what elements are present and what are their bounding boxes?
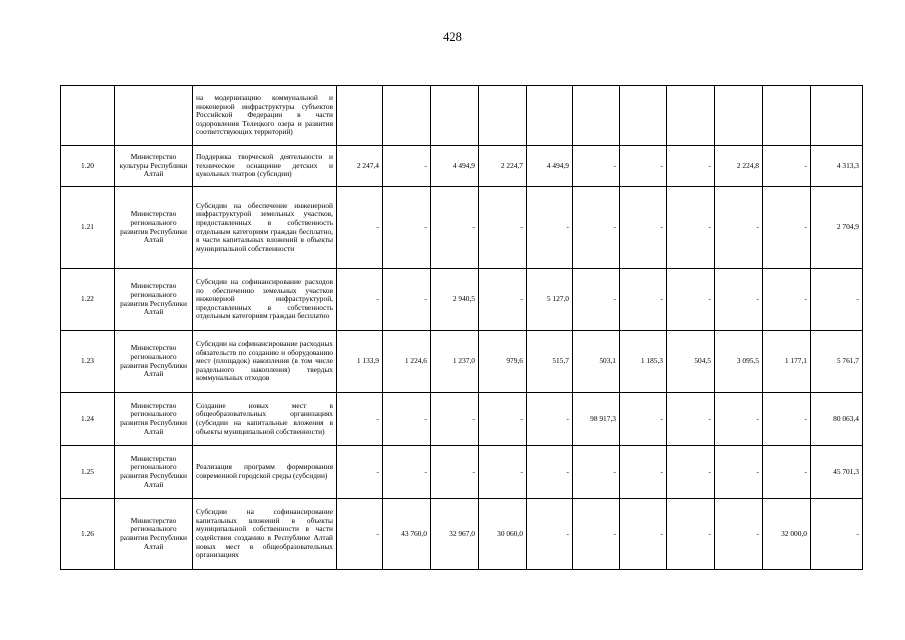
measure-description: Субсидии на обеспечение инженерной инфраструктурой земельных участков, предоставленных в собственность отдельным категориям граждан бесплатно, в части капитальных вложений в объекты муниципальной собственности: [193, 187, 337, 269]
value-cell: -: [527, 187, 573, 269]
value-cell: -: [527, 393, 573, 446]
value-cell: 30 060,0: [479, 499, 527, 570]
value-cell: -: [383, 393, 431, 446]
value-cell: -: [811, 499, 863, 570]
value-cell: -: [337, 269, 383, 331]
value-cell: 4 313,3: [811, 146, 863, 187]
measure-description: Поддержка творческой деятельности и техническое оснащение детских и кукольных театров (субсидии): [193, 146, 337, 187]
value-cell: 979,6: [479, 331, 527, 393]
row-number: 1.23: [61, 331, 115, 393]
value-cell: 2 247,4: [337, 146, 383, 187]
value-cell: -: [383, 187, 431, 269]
measure-description: Субсидии на софинансирование расходов по обеспечению земельных участков инженерной инфраструктурой, предоставленных в собственность отдельным категориям граждан бесплатно: [193, 269, 337, 331]
value-cell: -: [479, 187, 527, 269]
value-cell: -: [383, 146, 431, 187]
value-cell: -: [337, 499, 383, 570]
value-cell: 2 224,7: [479, 146, 527, 187]
value-cell: [620, 86, 667, 146]
table-row: [61, 393, 863, 446]
value-cell: 1 185,3: [620, 331, 667, 393]
value-cell: -: [383, 269, 431, 331]
value-cell: [667, 86, 715, 146]
value-cell: -: [763, 269, 811, 331]
row-number: 1.26: [61, 499, 115, 570]
value-cell: -: [479, 269, 527, 331]
responsible-ministry: Министерство регионального развития Республики Алтай: [115, 393, 193, 446]
value-cell: 503,1: [573, 331, 620, 393]
value-cell: -: [763, 446, 811, 499]
value-cell: -: [383, 446, 431, 499]
row-number: 1.20: [61, 146, 115, 187]
value-cell: -: [763, 146, 811, 187]
value-cell: -: [620, 269, 667, 331]
value-cell: -: [715, 269, 763, 331]
value-cell: -: [667, 269, 715, 331]
value-cell: -: [527, 446, 573, 499]
row-number: [61, 86, 115, 146]
row-number: 1.22: [61, 269, 115, 331]
value-cell: [383, 86, 431, 146]
value-cell: 4 494,9: [527, 146, 573, 187]
page-number: 428: [443, 30, 462, 44]
value-cell: -: [573, 499, 620, 570]
table-body: [61, 86, 863, 570]
table-row: [61, 499, 863, 570]
value-cell: 3 095,5: [715, 331, 763, 393]
measure-description: Реализация программ формирования современной городской среды (субсидии): [193, 446, 337, 499]
value-cell: -: [620, 499, 667, 570]
responsible-ministry: [115, 86, 193, 146]
value-cell: -: [431, 393, 479, 446]
value-cell: -: [715, 446, 763, 499]
value-cell: [337, 86, 383, 146]
value-cell: 1 237,0: [431, 331, 479, 393]
value-cell: 515,7: [527, 331, 573, 393]
table-row: [61, 146, 863, 187]
value-cell: -: [573, 269, 620, 331]
value-cell: -: [667, 187, 715, 269]
row-number: 1.21: [61, 187, 115, 269]
value-cell: [811, 86, 863, 146]
value-cell: -: [431, 446, 479, 499]
value-cell: 2 940,5: [431, 269, 479, 331]
value-cell: -: [811, 269, 863, 331]
table-row: [61, 86, 863, 146]
table-row: [61, 331, 863, 393]
value-cell: -: [573, 146, 620, 187]
responsible-ministry: Министерство культуры Республики Алтай: [115, 146, 193, 187]
value-cell: [715, 86, 763, 146]
value-cell: 5 761,7: [811, 331, 863, 393]
value-cell: -: [337, 187, 383, 269]
measure-description: Создание новых мест в общеобразовательных организациях (субсидии на капитальные вложения в объекты муниципальной собственности): [193, 393, 337, 446]
responsible-ministry: Министерство регионального развития Республики Алтай: [115, 269, 193, 331]
value-cell: -: [667, 446, 715, 499]
value-cell: 1 177,1: [763, 331, 811, 393]
responsible-ministry: Министерство регионального развития Республики Алтай: [115, 187, 193, 269]
value-cell: -: [479, 393, 527, 446]
table-row: [61, 187, 863, 269]
value-cell: 2 224,8: [715, 146, 763, 187]
measure-description: на модернизацию коммунальной и инженерной инфраструктуры субъектов Российской Федерации в части оздоровления Телецкого озера и развития соответствующих территорий): [193, 86, 337, 146]
value-cell: 43 760,0: [383, 499, 431, 570]
budget-table: [60, 85, 863, 570]
value-cell: [763, 86, 811, 146]
value-cell: 32 967,0: [431, 499, 479, 570]
row-number: 1.25: [61, 446, 115, 499]
value-cell: 1 133,9: [337, 331, 383, 393]
value-cell: -: [573, 187, 620, 269]
value-cell: -: [763, 393, 811, 446]
value-cell: -: [620, 446, 667, 499]
value-cell: [527, 86, 573, 146]
value-cell: -: [479, 446, 527, 499]
value-cell: [431, 86, 479, 146]
value-cell: [573, 86, 620, 146]
value-cell: 5 127,0: [527, 269, 573, 331]
responsible-ministry: Министерство регионального развития Республики Алтай: [115, 331, 193, 393]
value-cell: -: [620, 393, 667, 446]
table-row: [61, 269, 863, 331]
value-cell: 80 063,4: [811, 393, 863, 446]
value-cell: -: [715, 393, 763, 446]
value-cell: -: [620, 146, 667, 187]
table-row: [61, 446, 863, 499]
value-cell: -: [620, 187, 667, 269]
measure-description: Субсидии на софинансирование расходных обязательств по созданию и оборудованию мест (площадок) накопления (в том числе раздельного накопления) твердых коммунальных отходов: [193, 331, 337, 393]
value-cell: -: [715, 187, 763, 269]
value-cell: 4 494,9: [431, 146, 479, 187]
value-cell: 32 000,0: [763, 499, 811, 570]
value-cell: -: [667, 499, 715, 570]
responsible-ministry: Министерство регионального развития Республики Алтай: [115, 499, 193, 570]
value-cell: 504,5: [667, 331, 715, 393]
row-number: 1.24: [61, 393, 115, 446]
value-cell: -: [573, 446, 620, 499]
value-cell: -: [667, 146, 715, 187]
value-cell: 45 701,3: [811, 446, 863, 499]
value-cell: -: [337, 393, 383, 446]
value-cell: -: [763, 187, 811, 269]
value-cell: 2 704,9: [811, 187, 863, 269]
value-cell: -: [431, 187, 479, 269]
value-cell: 1 224,6: [383, 331, 431, 393]
value-cell: 98 917,3: [573, 393, 620, 446]
value-cell: [479, 86, 527, 146]
value-cell: -: [667, 393, 715, 446]
responsible-ministry: Министерство регионального развития Республики Алтай: [115, 446, 193, 499]
value-cell: -: [715, 499, 763, 570]
measure-description: Субсидии на софинансирование капитальных вложений в объекты муниципальной собственности в части содействия созданию в Республике Алтай новых мест в общеобразовательных организациях: [193, 499, 337, 570]
value-cell: -: [337, 446, 383, 499]
value-cell: -: [527, 499, 573, 570]
